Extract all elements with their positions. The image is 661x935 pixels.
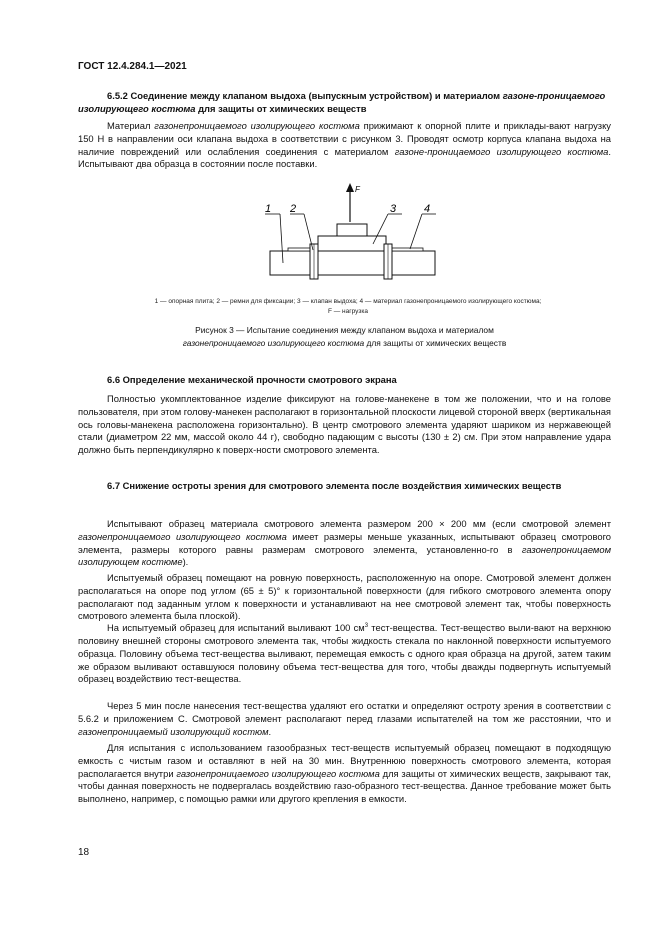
paragraph-6-7-2: Испытуемый образец помещают на ровную поверхность, расположенную на опоре. Смотровой элемент должен располагаться на опоре под углом (65 ± 5)° к горизонтальной поверхности (для гибкого смотрового элемента опору располагают под заданным углом к поверхности и устанавливают на нее смотровой элемент так, чтобы поверхность смотрового элемента была плоской).	[78, 572, 611, 622]
force-arrowhead	[346, 183, 354, 192]
figure-label-1: 1	[265, 203, 272, 215]
section-heading-6-6: 6.6 Определение механической прочности смотрового экрана	[107, 374, 397, 385]
figure-label-2: 2	[290, 203, 297, 215]
figure-legend: 1 — опорная плита; 2 — ремни для фиксации; 3 — клапан выдоха; 4 — материал газонепроницаемого изолирующего костюма; F — нагрузка	[154, 298, 542, 315]
figure-3-diagram	[250, 178, 440, 293]
section-heading-6-7: 6.7 Снижение остроты зрения для смотрового элемента после воздействия химических веществ	[107, 480, 562, 491]
force-label: F	[355, 185, 360, 194]
valve-body-top	[337, 224, 367, 236]
paragraph-6-6: Полностью укомплектованное изделие фиксируют на голове-манекене в том же положении, что и на голове пользователя, при этом голову-манекен располагают в горизонтальной плоскости лицевой стороной вверх (вертикальная ось головы-манекена расположена горизонтально). В центр смотрового элемента ударяют шариком из нержавеющей стали (диаметром 22 мм, массой около 44 г), свободно падающим с высоты (130 ± 2) см. При этом направление удара должно быть перпендикулярно к поверх-ности смотрового элемента.	[78, 393, 611, 456]
paragraph-6-5-2: Материал газонепроницаемого изолирующего костюма прижимают к опорной плите и приклады-вают нагрузку 150 Н в направлении оси клапана выдоха в соответствии с рисунком 3. Проводят осмотр корпуса клапана выдоха на наличие повреждений или ослабления соединения с материалом газоне-проницаемого изолирующего костюма. Испытывают два образца в состоянии после поставки.	[78, 120, 611, 170]
section-heading-6-5-2: 6.5.2 Соединение между клапаном выдоха (выпускным устройством) и материалом газоне-проницаемого изолирующего костюма для защиты от химических веществ	[78, 90, 606, 114]
page-number: 18	[78, 847, 90, 858]
paragraph-6-7-3: На испытуемый образец для испытаний выливают 100 $см^3$ тест-вещества. Тест-вещество выли-вают на верхнюю половину внешней стороны смотрового элемента так, чтобы жидкость стекала по наклонной поверхности испытуемого образца. Половину объема тест-вещества выливают, перемещая емкость с одного края образца на другой, затем таким же образом выливают оставшуюся половину объема тест-вещества для того, чтобы дважды подвергнуть испытуемый образец воздействию тест-вещества.	[78, 622, 611, 685]
paragraph-6-7-4: Через 5 мин после нанесения тест-вещества удаляют его остатки и определяют остроту зрения в соответствии с 5.6.2 и приложением С. Смотровой элемент располагают перед глазами испытателей на том же расстоянии, что и газонепроницаемый изолирующий костюм.	[78, 700, 611, 737]
figure-caption: Рисунок 3 — Испытание соединения между клапаном выдоха и материалом газонепроницаемого изолирующего костюма для защиты от химических веществ	[182, 325, 507, 348]
document-header: ГОСТ 12.4.284.1—2021	[78, 61, 187, 72]
figure-label-4: 4	[424, 203, 431, 215]
paragraph-6-7-1: Испытывают образец материала смотрового элемента размером 200 × 200 мм (если смотровой элемент газонепроницаемого изолирующего костюма имеет размеры меньше указанных, испытывают образец смотрового элемента, размеры которого равны размерам смотрового элемента, установленно-го в газонепроницаемом изолирующем костюме).	[78, 518, 611, 568]
figure-label-3: 3	[390, 203, 397, 215]
support-plate	[270, 251, 435, 275]
paragraph-6-7-5: Для испытания с использованием газообразных тест-веществ испытуемый образец помещают в подходящую емкость с чистым газом и оставляют в ней на 30 мин. Внутреннюю поверхность смотрового элемента, которая располагается внутри газонепроницаемого изолирующего костюма для защиты от химических веществ, закрывают так, чтобы данная поверхность не подвергалась воздействию газо-образного тест-вещества. Данное требование может быть выполнено, например, с помощью рамки или другого крепления в емкости.	[78, 742, 611, 805]
